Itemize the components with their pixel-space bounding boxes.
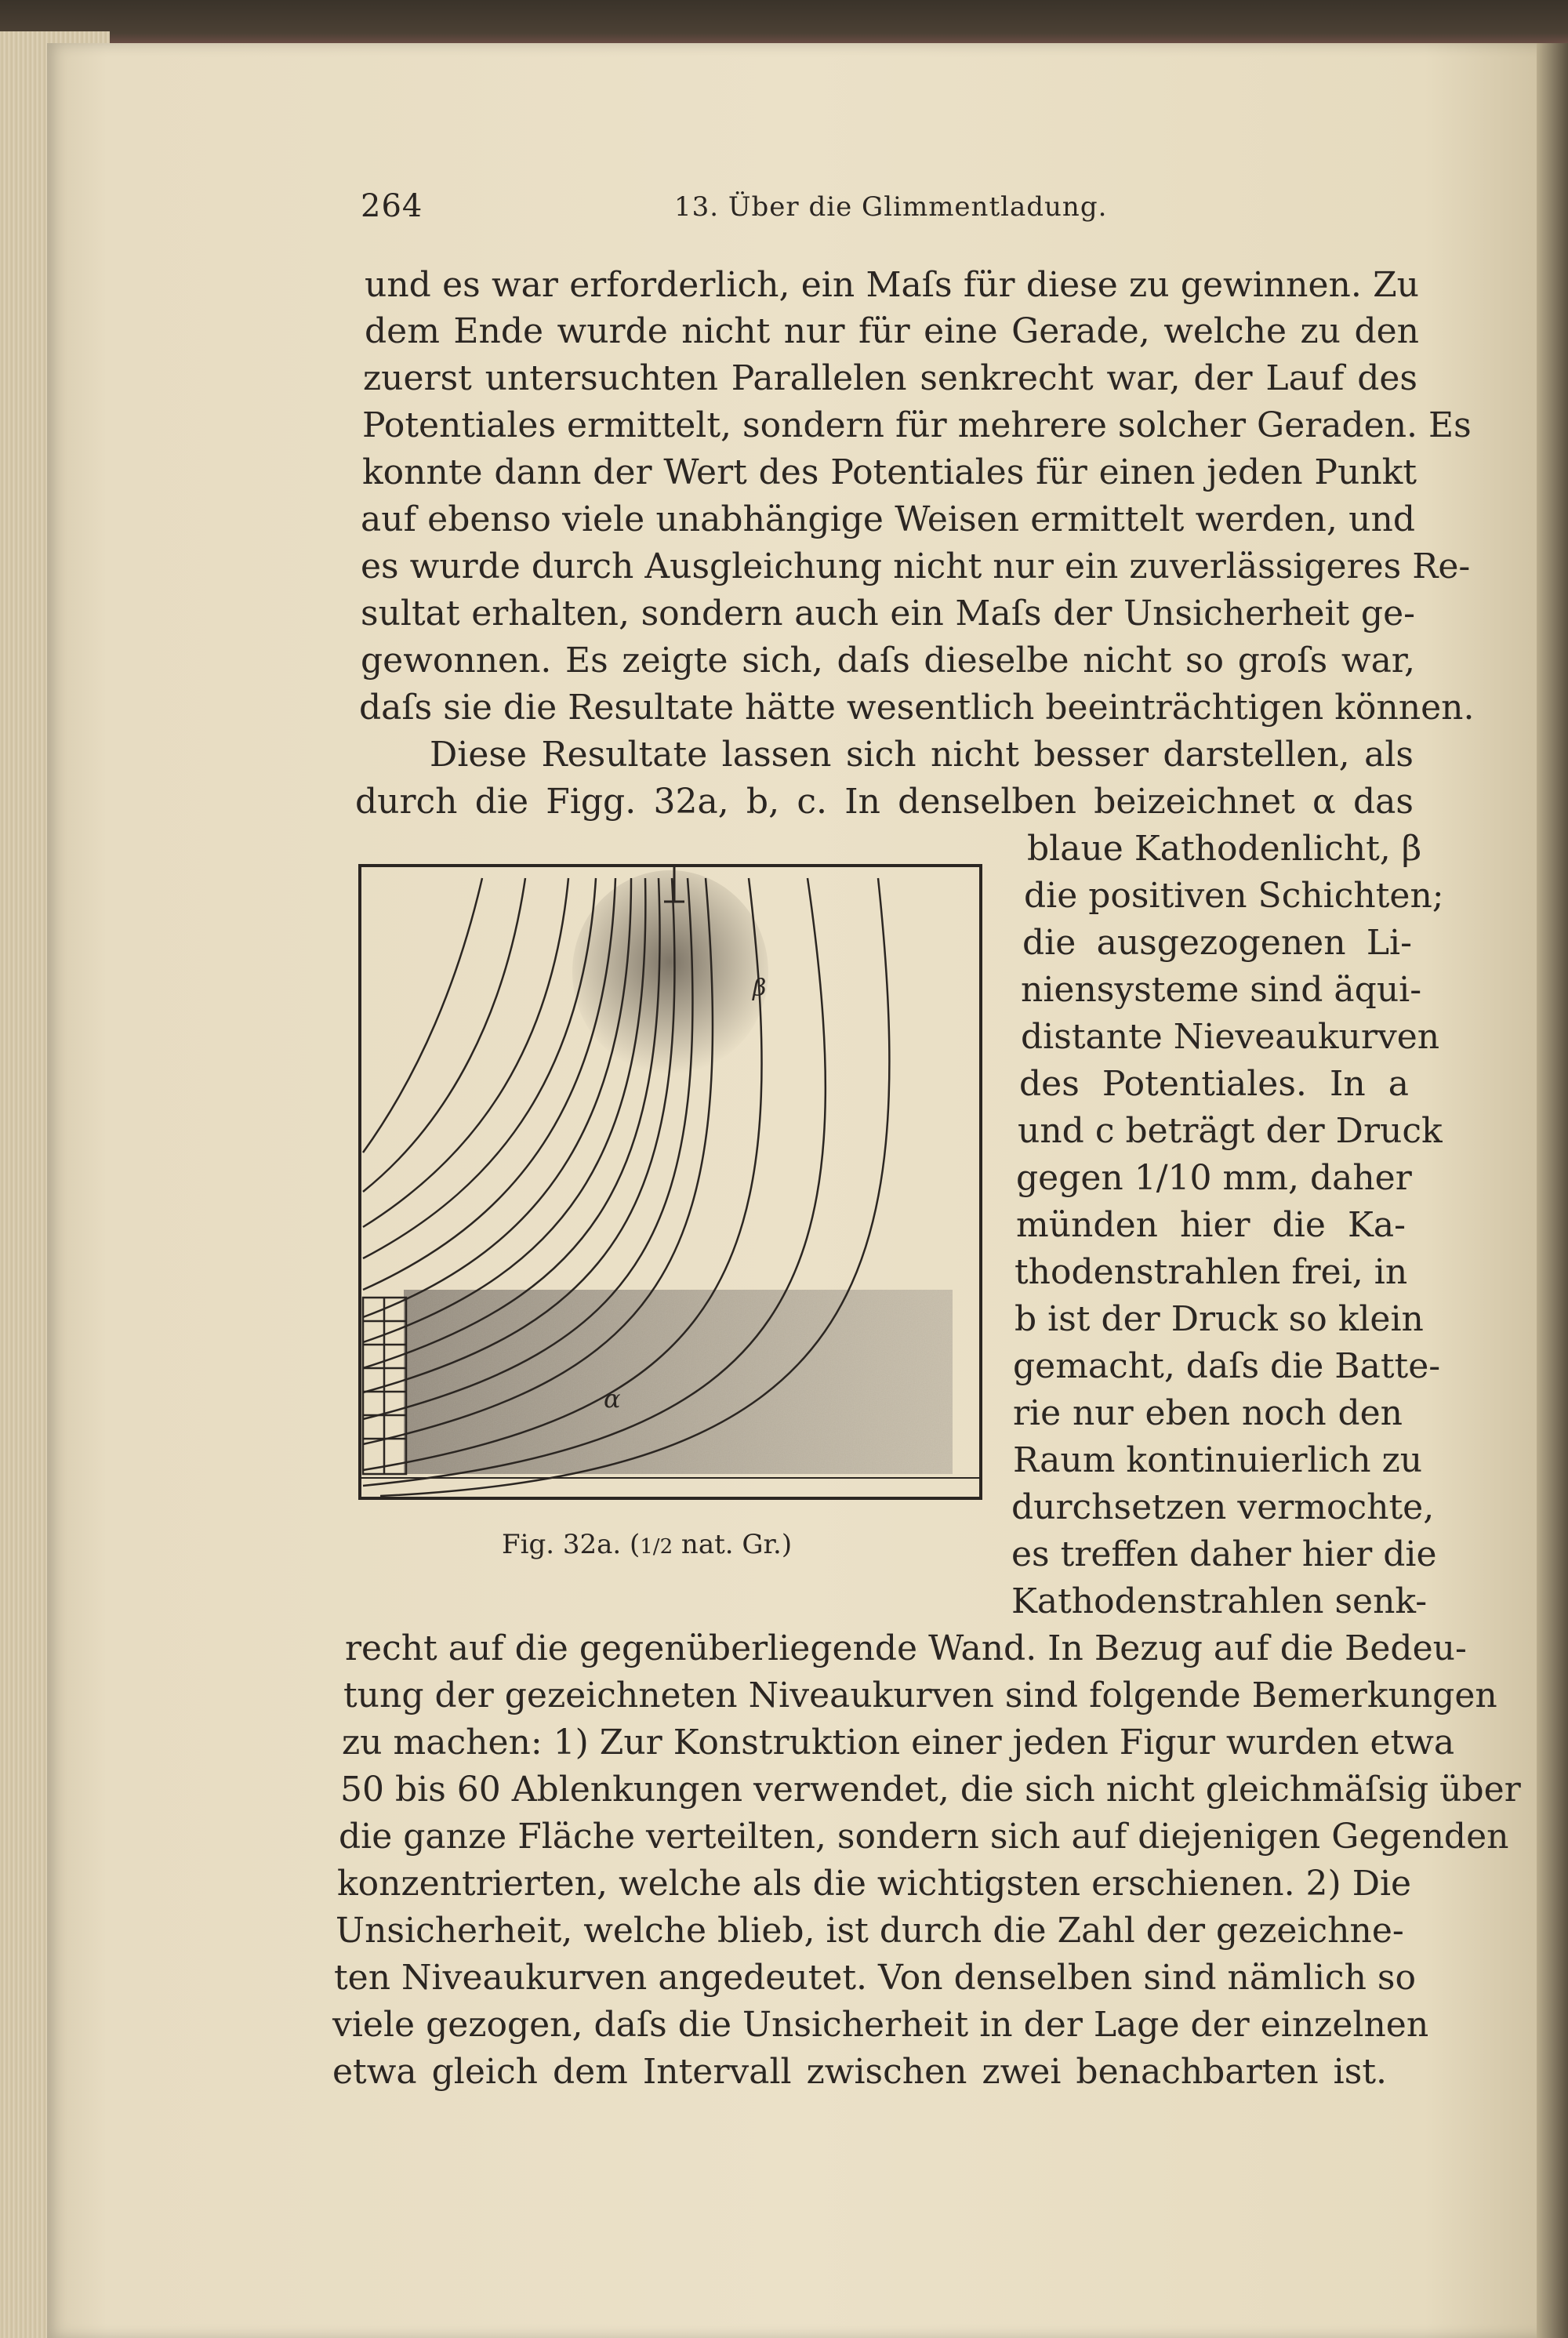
text-line: dem Ende wurde nicht nur für eine Gerade, welche zu den — [365, 311, 1419, 351]
level-curve — [363, 878, 568, 1227]
figure-32a — [357, 862, 984, 1501]
caption-text: Fig. 32a. ( — [502, 1529, 641, 1560]
text-line: durchsetzen vermochte, — [1011, 1487, 1435, 1527]
text-line: konzentrierten, welche als die wichtigsten erschienen. 2) Die — [337, 1864, 1412, 1904]
page-number: 264 — [361, 188, 423, 224]
caption-text-end: nat. Gr.) — [673, 1529, 793, 1560]
text-line: und c beträgt der Druck — [1018, 1111, 1443, 1151]
text-line: gewonnen. Es zeigte sich, daſs dieselbe nicht so groſs war, — [361, 641, 1415, 681]
text-line: gegen 1/10 mm, daher — [1016, 1158, 1412, 1198]
page-gutter — [1537, 43, 1568, 2338]
text-line: zu machen: 1) Zur Konstruktion einer jeden Figur wurden etwa — [342, 1723, 1455, 1763]
beta-label: β — [753, 975, 767, 1002]
figure-caption — [502, 1529, 792, 1560]
text-line: die positiven Schichten; — [1024, 876, 1444, 916]
text-line: münden hier die Ka- — [1016, 1205, 1406, 1245]
text-line: niensysteme sind äqui- — [1021, 970, 1422, 1010]
text-line: es treffen daher hier die — [1011, 1534, 1437, 1574]
caption-fraction: 1/2 — [640, 1535, 673, 1559]
text-line: konnte dann der Wert des Potentiales für einen jeden Punkt — [362, 452, 1417, 492]
text-line: es wurde durch Ausgleichung nicht nur ein zuverlässigeres Re- — [361, 546, 1471, 586]
text-line: und es war erforderlich, ein Maſs für diese zu gewinnen. Zu — [365, 265, 1419, 305]
level-curve — [363, 878, 525, 1192]
text-line: recht auf die gegenüberliegende Wand. In Bezug auf die Bedeu- — [345, 1628, 1467, 1668]
text-line: etwa gleich dem Intervall zwischen zwei benachbarten ist. — [332, 2052, 1387, 2092]
text-line: blaue Kathodenlicht, β — [1027, 829, 1422, 869]
text-line: thodenstrahlen frei, in — [1014, 1252, 1408, 1292]
electrode-grid — [363, 1298, 406, 1474]
text-line: distante Nieveaukurven — [1021, 1017, 1440, 1057]
figure-drawing — [357, 862, 984, 1501]
text-line: durch die Figg. 32a, b, c. In denselben beizeichnet α das — [355, 782, 1414, 822]
running-head: 13. Über die Glimmentladung. — [674, 191, 1108, 223]
text-line: Diese Resultate lassen sich nicht besser darstellen, als — [430, 735, 1414, 775]
text-line: viele gezogen, daſs die Unsicherheit in der Lage der einzelnen — [332, 2005, 1429, 2045]
text-line: auf ebenso viele unabhängige Weisen ermittelt werden, und — [361, 499, 1415, 539]
page-header — [361, 188, 1145, 235]
text-line: sultat erhalten, sondern auch ein Maſs der Unsicherheit ge- — [361, 594, 1415, 634]
text-line: die ausgezogenen Li- — [1022, 923, 1412, 963]
text-line: die ganze Fläche verteilten, sondern sich auf diejenigen Gegenden — [339, 1817, 1509, 1857]
alpha-label: α — [604, 1384, 621, 1414]
text-line: daſs sie die Resultate hätte wesentlich beeinträchtigen können. — [359, 688, 1475, 728]
text-line: des Potentiales. In a — [1019, 1064, 1409, 1104]
text-line: rie nur eben noch den — [1013, 1393, 1403, 1433]
text-line: Raum kontinuierlich zu — [1013, 1440, 1423, 1480]
text-line: Potentiales ermittelt, sondern für mehrere solcher Geraden. Es — [362, 405, 1472, 445]
text-line: 50 bis 60 Ablenkungen verwendet, die sich nicht gleichmäſsig über — [340, 1770, 1521, 1810]
level-curve — [363, 878, 482, 1153]
text-line: Unsicherheit, welche blieb, ist durch die Zahl der gezeichne- — [336, 1911, 1404, 1951]
text-line: tung der gezeichneten Niveaukurven sind folgende Bemerkungen — [343, 1675, 1497, 1715]
text-line: zuerst untersuchten Parallelen senkrecht war, der Lauf des — [363, 358, 1417, 398]
text-line: ten Niveaukurven angedeutet. Von denselben sind nämlich so — [334, 1958, 1416, 1998]
text-line: Kathodenstrahlen senk- — [1011, 1581, 1428, 1621]
text-line: gemacht, daſs die Batte- — [1013, 1346, 1441, 1386]
text-line: b ist der Druck so klein — [1014, 1299, 1424, 1339]
